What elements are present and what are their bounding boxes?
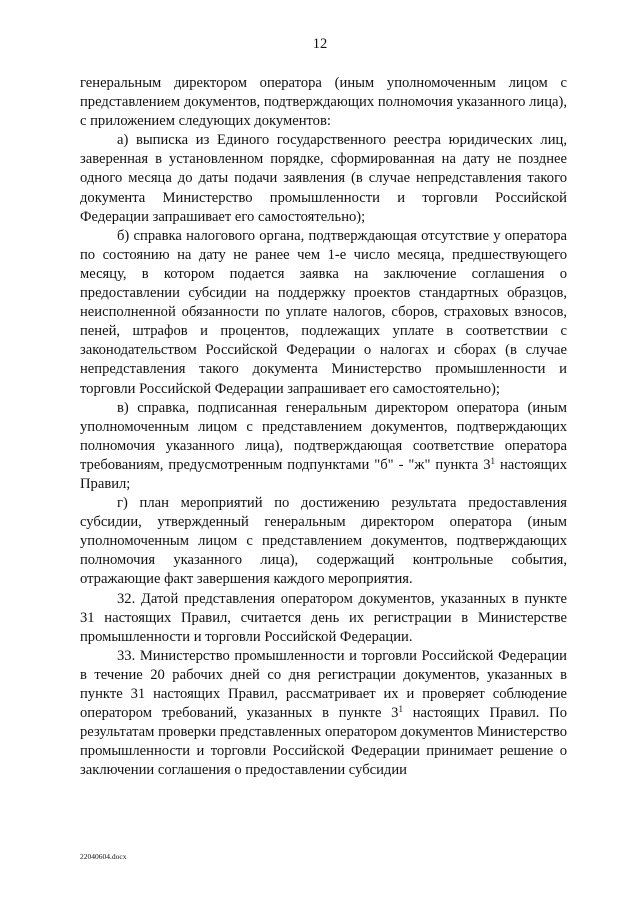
paragraph-item-a: а) выписка из Единого государственного реестра юридических лиц, заверенная в установленном порядке, сформированная на дату не позднее одного месяца до даты подачи заявления (в случае непредставления такого документа Министерство промышленности и торговли Российской Федерации запрашивает его самостоятельно);: [80, 132, 567, 225]
paragraph-clause-33-text: 33. Министерство промышленности и торговли Российской Федерации в течение 20 рабочих дней со дня регистрации документов, указанных в пункте 31 настоящих Правил, рассматривает их и проверяет соблюдение оператором требований, указанных в пункте 3: [80, 647, 567, 722]
paragraph-item-b: б) справка налогового органа, подтверждающая отсутствие у оператора по состоянию на дату не ранее чем 1-е число месяца, предшествующего месяцу, в котором подается заявка на заключение соглашения о предоставлении субсидии на поддержку проектов стандартных образцов, неисполненной обязанности по уплате налогов, сборов, страховых взносов, пеней, штрафов и процентов, подлежащих уплате в соответствии с законодательством Российской Федерации о налогах и сборах (в случае непредставления такого документа Министерство промышленности и торговли Российской Федерации запрашивает его самостоятельно);: [80, 227, 567, 397]
paragraph-item-v: [80, 399, 567, 494]
paragraph-item-v-tail: настоящих Правил;: [80, 456, 567, 492]
document-body: [80, 74, 567, 780]
superscript: 1: [398, 704, 403, 715]
paragraph-continuation: генеральным директором оператора (иным уполномоченным лицом с представлением документов, подтверждающих полномочия указанного лица), с приложением следующих документов:: [80, 75, 567, 130]
paragraph-clause-32: 32. Датой представления оператором документов, указанных в пункте 31 настоящих Правил, считается день их регистрации в Министерстве промышленности и торговли Российской Федерации.: [80, 590, 567, 645]
page-number: 12: [312, 36, 328, 52]
paragraph-item-g: г) план мероприятий по достижению результата предоставления субсидии, утвержденный генеральным директором оператора (иным уполномоченным лицом с представлением документов, подтверждающих полномочия указанного лица), содержащий контрольные события, отражающие факт завершения каждого мероприятия.: [80, 495, 567, 588]
superscript: 1: [490, 455, 495, 466]
paragraph-item-v-text: в) справка, подписанная генеральным директором оператора (иным уполномоченным лицом с представлением документов, подтверждающих полномочия указанного лица), подтверждающая соответствие оператора требованиям, предусмотренным подпунктами "б" - "ж" пункта 3: [80, 399, 567, 473]
paragraph-clause-33-tail: настоящих Правил. По результатам проверки представленных оператором документов Министерство промышленности и торговли Российской Федерации принимает решение о заключении соглашения о предоставлении субсидии: [80, 705, 567, 779]
footer-file-code: 22040604.docx: [80, 852, 127, 861]
paragraph-clause-33: [80, 647, 567, 781]
